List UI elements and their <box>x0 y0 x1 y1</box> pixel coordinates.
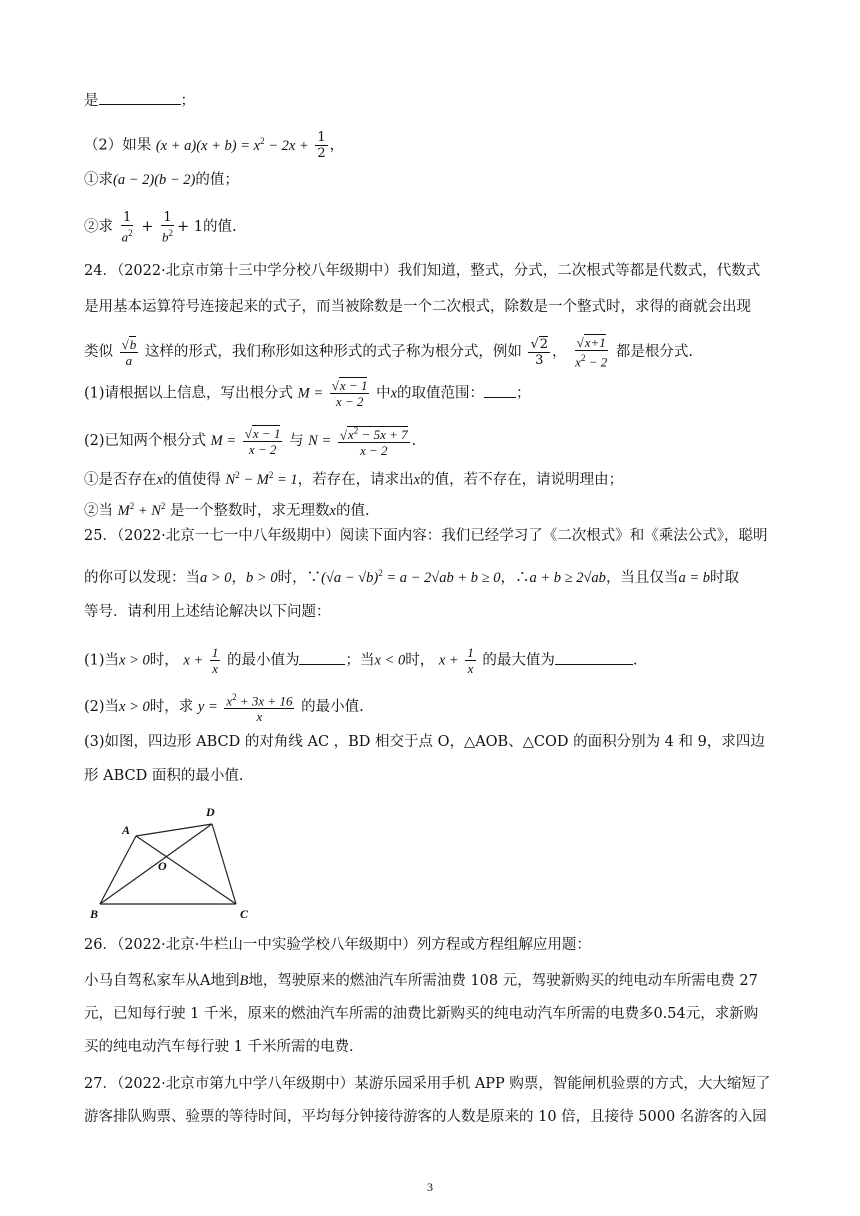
text: ； <box>180 93 195 109</box>
q25-line-1: 25．（2022·北京一七一中八年级期中）阅读下面内容：我们已经学习了《二次根式》和《乘法公式》，聪明 <box>84 528 768 544</box>
edge-BA <box>100 836 136 904</box>
fraction-M: $\frac{√x - 1}{x - 2}$ <box>244 425 281 457</box>
q24-line-1: 24．（2022·北京市第十三中学分校八年级期中）我们知道，整式，分式，二次根式等都是代数式，代数式 <box>84 263 761 279</box>
q27-line-2: 游客排队购票、验票的等待时间，平均每分钟接待游客的人数是原来的 10 倍，且接待 5000 名游客的入园 <box>84 1109 767 1125</box>
q25-line-2: 的你可以发现：当a > 0，b > 0时，∵(√a − √b)$^2$ = a − 2√ab + b ≥ 0，∴a + b ≥ 2√ab，当且仅当a = b时取 <box>84 568 739 586</box>
answer-blank <box>484 383 516 398</box>
fraction-1-over-a2: $\frac{1}{a^2}$ <box>121 210 133 245</box>
fraction-1-over-b2: $\frac{1}{b^2}$ <box>161 210 173 245</box>
page-number: 3 <box>427 1180 433 1194</box>
fraction-sqrt2-over-3: $\frac{√2}{3}$ <box>530 336 549 368</box>
text: （2）如果 <box>84 137 152 154</box>
line-q23-sub2: ②求 $\frac{1}{a^2}$ + $\frac{1}{b^2}$ + 1的值. <box>84 210 237 245</box>
q27-line-1: 27．（2022·北京市第九中学八年级期中）某游乐园采用手机 APP 购票，智能闸机验票的方式，大大缩短了 <box>84 1076 771 1092</box>
line-q23-blank <box>84 90 784 111</box>
q24-line-5: (2)已知两个根分式 M = $\frac{√x - 1}{x - 2}$ 与 N = $\frac{√x^2 - 5x + 7}{x - 2}$ . <box>84 425 417 459</box>
q25-line-5: (2)当x > 0时，求 y = $\frac{x^2 + 3x + 16}{x}$ 的最小值. <box>84 692 364 725</box>
line-q23-sub1: ①求(a − 2)(b − 2)的值； <box>84 172 239 188</box>
q24-line-4: (1)请根据以上信息，写出根分式 M = $\frac{√x - 1}{x - 2}$ 中x的取值范围： ； <box>84 378 531 409</box>
fraction-one-half: $\frac{1}{2}$ <box>317 130 326 161</box>
label-D: D <box>206 805 215 819</box>
q26-line-2: 小马自驾私家车从A地到B地，驾驶原来的燃油汽车所需油费 108 元，驾驶新购买的纯电动车所需电费 27 <box>84 973 758 989</box>
line-q23-part2 <box>84 130 784 161</box>
label-O: O <box>158 859 167 873</box>
diagonal-BD <box>100 824 212 904</box>
diagonal-AC <box>136 836 236 904</box>
q25-line-7: 形 ABCD 面积的最小值. <box>84 768 244 784</box>
q25-line-4: (1)当x > 0时， x + $\frac{1}{x}$ 的最小值为 ；当x < 0时， x + $\frac{1}{x}$ 的最大值为 . <box>84 645 638 676</box>
answer-blank <box>99 90 181 105</box>
answer-blank <box>555 650 633 665</box>
fraction-M: $\frac{√x - 1}{x - 2}$ <box>331 378 368 409</box>
q24-line-2: 是用基本运算符号连接起来的式子，而当被除数是一个二次根式，除数是一个整式时，求得的商就会出现 <box>84 299 751 315</box>
q26-line-1: 26．（2022·北京·牛栏山一中实验学校八年级期中）列方程或方程组解应用题： <box>84 937 591 953</box>
q26-line-3: 元，已知每行驶 1 千米，原来的燃油汽车所需的油费比新购买的纯电动汽车所需的电费多0.54元，求新购 <box>84 1006 759 1022</box>
fraction-N: $\frac{√x^2 - 5x + 7}{x - 2}$ <box>339 426 408 459</box>
equation: $(x + a)(x + b) = x^2 - 2x$ + <box>155 135 309 154</box>
text: 是 <box>84 93 99 109</box>
q24-line-7: ②当 $M^2 + N^2$ 是一个整数时，求无理数x的值. <box>84 501 370 519</box>
q25-line-3: 等号．请利用上述结论解决以下问题： <box>84 604 331 620</box>
expression: (a − 2)(b − 2) <box>113 172 196 188</box>
edge-DC <box>212 824 236 904</box>
answer-blank <box>299 650 345 665</box>
label-B: B <box>90 907 99 920</box>
fraction-1-over-x: $\frac{1}{x}$ <box>467 645 474 676</box>
q26-line-4: 买的纯电动汽车每行驶 1 千米所需的电费. <box>84 1039 354 1055</box>
fraction-y: $\frac{x^2 + 3x + 16}{x}$ <box>226 692 293 725</box>
quadrilateral-diagram <box>84 800 284 920</box>
label-A: A <box>122 823 131 837</box>
edge-AD <box>136 824 212 836</box>
text: ， <box>329 137 345 154</box>
fraction-1-over-x: $\frac{1}{x}$ <box>211 645 219 676</box>
fraction-sqrt-x1-over-x2-2: $\frac{√x+1}{x^2 - 2}$ <box>575 335 608 370</box>
q24-line-6: ①是否存在x的值使得 $N^2 - M^2 = 1$，若存在，请求出x的值，若不存在，请说明理由； <box>84 470 624 488</box>
q25-line-6: (3)如图，四边形 ABCD 的对角线 AC ，BD 相交于点 O，△AOB、△COD 的面积分别为 4 和 9，求四边 <box>84 734 765 750</box>
fraction-sqrt-b-over-a: $\frac{√b}{a}$ <box>121 336 137 368</box>
label-C: C <box>240 907 249 920</box>
q24-line-3: 类似 $\frac{√b}{a}$ 这样的形式，我们称形如这种形式的式子称为根分式，例如 $\frac{√2}{3}$ ， $\frac{√x+1}{x^2 - 2}$ 都是根分式. <box>84 335 693 370</box>
